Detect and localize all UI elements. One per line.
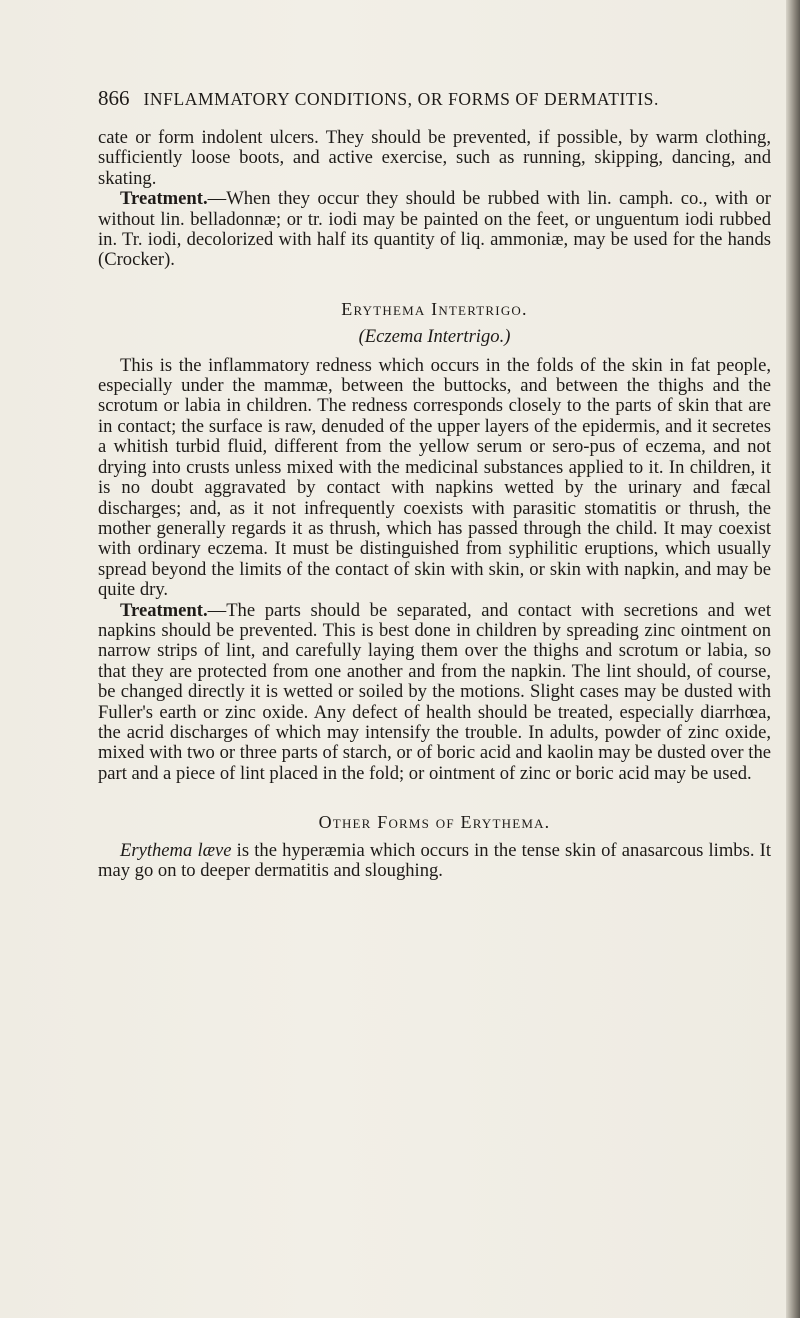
treatment-label: Treatment. [120,188,208,210]
paragraph-continuation: cate or form indolent ulcers. They should be prevented, if possible, by warm clothing, sufficiently loose boots, and active exercise, such as running, skipping, dancing, and skating. [98,127,771,189]
paragraph-erythema-laeve [98,841,771,882]
page-number: 866 [98,86,130,110]
treatment-label: Treatment. [120,599,208,621]
treatment-text: —The parts should be separated, and contact with secretions and wet napkins should be prevented. This is best done in children by spreading zinc ointment on narrow strips of lint, and carefully laying them over the thighs and scrotum or labia, so that they are protected from one another and from the napkin. The lint should, of course, be changed directly it is wetted or soiled by the motions. Slight cases may be dusted with Fuller's earth or zinc oxide. Any defect of health should be treated, especially diarrhœa, the acrid discharges of which may intensify the trouble. In adults, powder of zinc oxide, mixed with two or three parts of starch, or of boric acid and kaolin may be dusted over the part and a piece of lint placed in the fold; or ointment of zinc or boric acid may be used. [98,599,771,784]
erythema-laeve-text: is the hyperæmia which occurs in the tense skin of anasarcous limbs. It may go on to deeper dermatitis and sloughing. [98,839,771,881]
section-heading-other-forms: Other Forms of Erythema. [318,812,551,833]
term-erythema-laeve: Erythema læve [120,839,232,861]
section-subheading: (Eczema Intertrigo.) [358,326,511,348]
section-heading-intertrigo: Erythema Intertrigo. [341,298,528,319]
running-header [98,86,773,111]
page-edge [786,0,800,1318]
running-title: INFLAMMATORY CONDITIONS, OR FORMS OF DERMATITIS. [143,89,659,109]
paragraph-description: This is the inflammatory redness which occurs in the folds of the skin in fat people, especially under the mammæ, between the buttocks, and between the thighs and the scrotum or labia in children. The redness corresponds closely to the parts of skin that are in contact; the surface is raw, denuded of the upper layers of the epidermis, and it secretes a whitish turbid fluid, different from the yellow serum or sero-pus of eczema, and not drying into crusts unless mixed with the medicinal substances applied to it. In children, it is no doubt aggravated by contact with napkins wetted by the urinary and fæcal discharges; and, as it not infrequently coexists with parasitic stomatitis or thrush, the mother generally regards it as thrush, which has passed through the child. It may coexist with ordinary eczema. It must be distinguished from syphilitic eruptions, which usually spread beyond the limits of the contact of skin with skin, or skin with napkin, and may be quite dry. [98,354,771,601]
page-body [98,128,771,881]
paragraph-treatment-1 [98,189,771,271]
paragraph-treatment-2 [98,601,771,785]
treatment-text: —When they occur they should be rubbed with lin. camph. co., with or without lin. belladonnæ; or tr. iodi may be painted on the feet, or unguentum iodi rubbed in. Tr. iodi, decolorized with half its quantity of liq. ammoniæ, may be used for the hands (Crocker). [98,188,771,271]
